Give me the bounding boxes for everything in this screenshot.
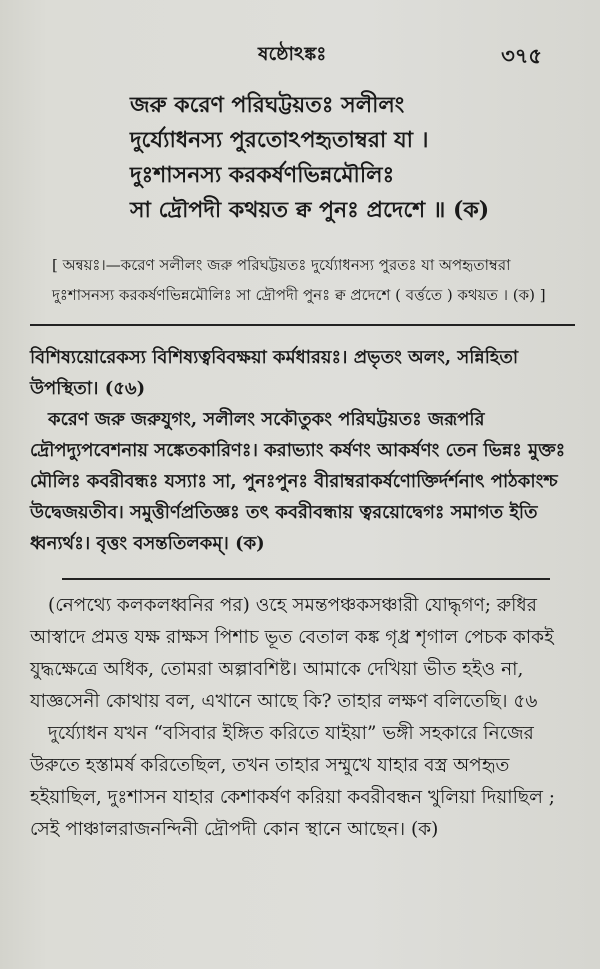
- translation-paragraph: (নেপথ্যে কলকলধ্বনির পর) ওহে সমন্তপঞ্চকসঞ্চারী যোদ্ধৃগণ; রুধির আস্বাদে প্রমত্ত যক্ষ রাক্ষস পিশাচ ভূত বেতাল কঙ্ক গৃধ্র শৃগাল পেচক কাকই যুদ্ধক্ষেত্রে অধিক, তোমরা অল্পাবশিষ্ট। আমাকে দেখিয়া ভীত হইও না, যাজ্ঞসেনী কোথায় বল, এখানে আছে কি? তাহার লক্ষণ বলিতেছি। ৫৬: [30, 595, 554, 712]
- sanskrit-commentary: [30, 342, 575, 559]
- page-number: ৩৭৫: [501, 43, 542, 68]
- sanskrit-verse: [130, 88, 560, 228]
- verse-line: জরু করেণ পরিঘট্টয়তঃ সলীলং: [130, 92, 405, 118]
- bengali-translation: [30, 590, 575, 846]
- anvaya-line: দুঃশাসনস্য করকর্ষণভিন্নমৌলিঃ সা দ্রৌপদী পুনঃ ক্ব প্রদেশে ( বর্ত্ততে ) কথয়ত । (ক) ]: [52, 286, 546, 304]
- anvaya-line: [ অন্বয়ঃ।—করেণ সলীলং জরু পরিঘট্টয়তঃ দুর্য্যোধনস্য পুরতঃ যা অপহৃতাম্বরা: [52, 256, 511, 274]
- verse-line: দুঃশাসনস্য করকর্ষণভিন্নমৌলিঃ: [130, 162, 395, 188]
- commentary-paragraph: বিশিষ্যয়োরেকস্য বিশিষ্যত্ববিবক্ষয়া কর্মধারয়ঃ। প্রভৃতং অলং, সন্নিহিতা উপস্থিতা। (৫৬): [30, 347, 519, 399]
- verse-line: সা দ্রৌপদী কথয়ত ক্ব পুনঃ প্রদেশে ॥ (ক): [130, 197, 490, 223]
- running-head: ষষ্ঠোঽঙ্কঃ: [258, 43, 327, 65]
- anvaya-prose-order: [52, 250, 572, 310]
- divider-rule: [62, 578, 550, 580]
- commentary-paragraph: করেণ জরু জরুযুগং, সলীলং সকৌতুকং পরিঘট্টয়তঃ জরূপরি দ্রৌপদ্যুপবেশনায় সঙ্কেতকারিণঃ। করাভ্যাং কর্ষণং আকর্ষণং তেন ভিন্নঃ মুক্তঃ মৌলিঃ কবরীবন্ধঃ যস্যাঃ সা, পুনঃপুনঃ বীরাম্বরাকর্ষণোক্তির্দর্শনাৎ পাঠকাংশ্চ উদ্বেজয়তীব। সমুত্তীর্ণপ্রতিজ্ঞঃ তৎ কবরীবন্ধায় ত্বরয়োদ্বেগঃ সমাগত ইতি ধ্বন্যর্থঃ। বৃত্তং বসন্ততিলকম্। (ক): [30, 409, 566, 554]
- translation-paragraph: দুর্য্যোধন যখন “বসিবার ইঙ্গিত করিতে যাইয়া” ভঙ্গী সহকারে নিজের উরুতে হস্তামর্ষ করিতেছিল, তখন তাহার সম্মুখে যাহার বস্ত্র অপহৃত হইয়াছিল, দুঃশাসন যাহার কেশাকর্ষণ করিয়া কবরীবন্ধন খুলিয়া দিয়াছিল ; সেই পাঞ্চালরাজনন্দিনী দ্রৌপদী কোন স্থানে আছেন। (ক): [30, 723, 556, 840]
- verse-line: দুর্য্যোধনস্য পুরতোঽপহৃতাম্বরা যা ।: [130, 127, 429, 153]
- divider-rule: [30, 324, 575, 326]
- page-header: [0, 40, 600, 80]
